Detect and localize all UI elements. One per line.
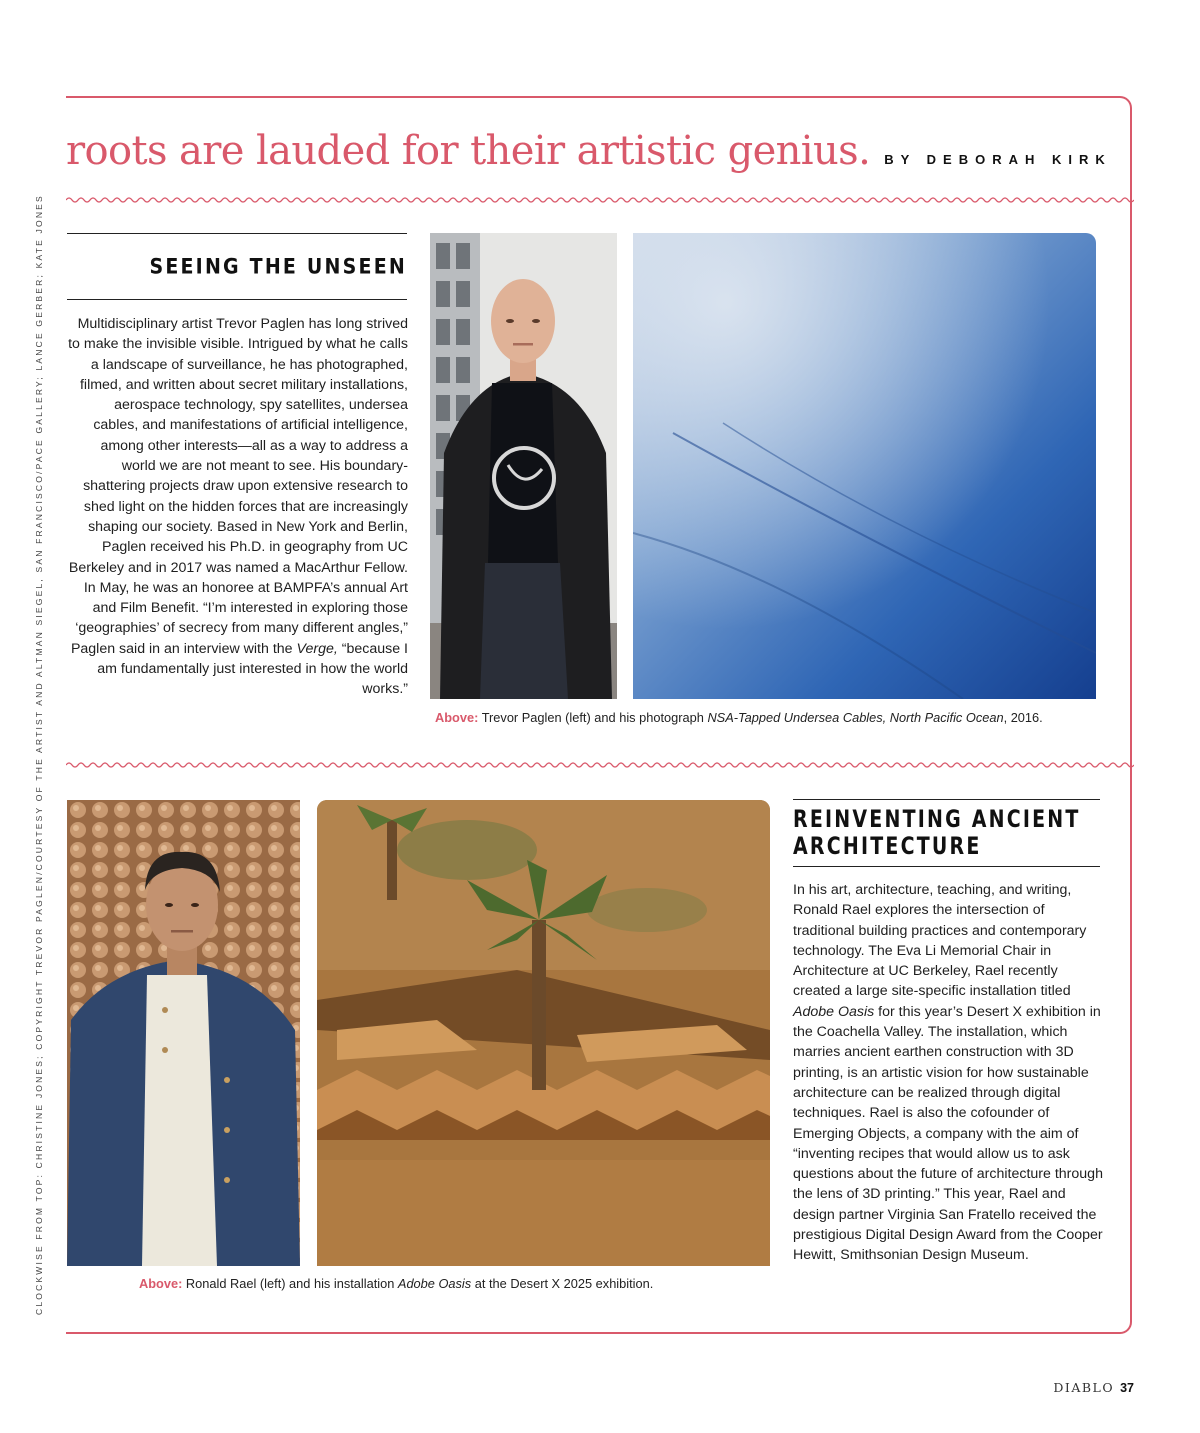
wavy-divider-middle bbox=[66, 760, 1134, 770]
section2-caption: Above: Ronald Rael (left) and his installation Adobe Oasis at the Desert X 2025 exhibition. bbox=[139, 1276, 654, 1291]
ronald-rael-portrait bbox=[67, 800, 300, 1266]
section-title-seeing-the-unseen: SEEING THE UNSEEN bbox=[67, 233, 407, 300]
undersea-cables-photograph bbox=[633, 233, 1096, 699]
headline: roots are lauded for their artistic genius. bbox=[66, 128, 871, 174]
magazine-name: DIABLO bbox=[1053, 1380, 1115, 1395]
byline: BY DEBORAH KIRK bbox=[884, 152, 1112, 167]
section-title-reinventing-ancient-architecture: REINVENTING ANCIENT ARCHITECTURE bbox=[793, 799, 1100, 867]
adobe-oasis-photograph bbox=[317, 800, 770, 1266]
page-number: 37 bbox=[1120, 1381, 1134, 1395]
section1-body: Multidisciplinary artist Trevor Paglen has long strived to make the invisible visible. Intrigued by what he calls a landscape of surveillance, he has photographed, filmed, and written about secret military installations, aerospace technology, spy satellites, undersea cables, and manifestations of artificial intelligence, among other interests—all as a way to address a world we are not meant to see. His boundary-shattering projects draw upon extensive research to shed light on the hidden forces that are increasingly shaping our society. Based in New York and Berlin, Paglen received his Ph.D. in geography from UC Berkeley and in 2017 was named a MacArthur Fellow. In May, he was an honoree at BAMPFA’s annual Art and Film Benefit. “I’m interested in exploring those ‘geographies’ of secrecy from many different angles,” Paglen said in an interview with the Verge, “because I am fundamentally just interested in how the world works.” bbox=[68, 316, 408, 698]
page-folio bbox=[1053, 1380, 1134, 1395]
wavy-divider-top bbox=[66, 195, 1134, 205]
section1-caption: Above: Trevor Paglen (left) and his photograph NSA-Tapped Undersea Cables, North Pacific Ocean, 2016. bbox=[435, 710, 1043, 725]
section2-body: In his art, architecture, teaching, and writing, Ronald Rael explores the intersection of traditional building practices and contemporary technology. The Eva Li Memorial Chair in Architecture at UC Berkeley, Rael recently created a large site-specific installation titled Adobe Oasis for this year’s Desert X exhibition in the Coachella Valley. The installation, which marries ancient earthen construction with 3D printing, is an artistic vision for how sustainable architecture can be realized through digital techniques. Rael is also the cofounder of Emerging Objects, a company with the aim of “inventing recipes that would allow us to ask questions about the future of architecture through the lens of 3D printing.” This year, Rael and design partner Virginia San Fratello received the prestigious Digital Design Award from the Cooper Hewitt, Smithsonian Design Museum. bbox=[793, 882, 1103, 1264]
trevor-paglen-portrait bbox=[430, 233, 617, 699]
photo-credit: CLOCKWISE FROM TOP: CHRISTINE JONES; COPYRIGHT TREVOR PAGLEN/COURTESY OF THE ARTIST AND ALTMAN SIEGEL, SAN FRANCISCO/PACE GALLERY; LANCE GERBER; KATE JONES bbox=[34, 194, 44, 1315]
headline-row bbox=[66, 128, 1112, 174]
